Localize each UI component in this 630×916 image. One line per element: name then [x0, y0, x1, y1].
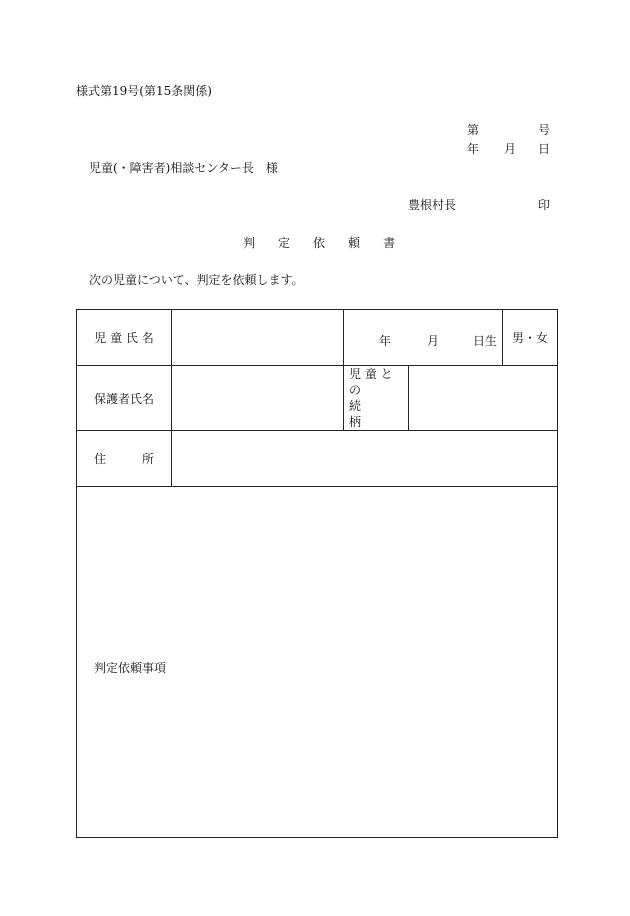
form-number-title: 様式第19号(第15条関係) [76, 84, 212, 98]
relationship-label-line1: 児 童 と の [349, 367, 393, 397]
sex-field[interactable]: 男・女 [503, 310, 558, 366]
guardian-name-field[interactable] [172, 366, 344, 431]
relationship-label-line2: 続 柄 [349, 399, 398, 429]
birth-month-label: 月 [427, 334, 440, 348]
document-title [243, 237, 395, 249]
seal-mark: 印 [538, 198, 551, 212]
title-char: 頼 [348, 236, 361, 250]
guardian-name-label: 保護者氏名 [77, 366, 172, 431]
birth-year-label: 年 [379, 334, 392, 348]
date-month-label: 月 [504, 142, 517, 156]
title-char: 書 [383, 236, 396, 250]
request-form-table [76, 309, 558, 838]
intro-text: 次の児童について、判定を依頼します。 [89, 273, 304, 287]
relationship-field[interactable] [409, 366, 558, 431]
request-matters-label: 判定依頼事項 [94, 660, 167, 675]
address-label: 住 所 [77, 431, 172, 487]
title-char: 判 [243, 236, 256, 250]
title-char: 依 [313, 236, 326, 250]
document-number-label: 第 [467, 123, 480, 137]
request-matters-field[interactable] [77, 487, 558, 838]
birth-date-field[interactable] [344, 310, 503, 366]
address-field[interactable] [172, 431, 558, 487]
date-day-label: 日 [538, 142, 551, 156]
child-name-label: 児 童 氏 名 [77, 310, 172, 366]
title-char: 定 [278, 236, 291, 250]
document-number-suffix: 号 [538, 123, 551, 137]
addressee: 児童(・障害者)相談センター長 様 [89, 161, 278, 175]
date-year-label: 年 [467, 142, 480, 156]
birth-day-label: 日生 [473, 334, 498, 348]
child-name-field[interactable] [172, 310, 344, 366]
sender-name: 豊根村長 [408, 198, 457, 212]
relationship-label [344, 366, 409, 431]
